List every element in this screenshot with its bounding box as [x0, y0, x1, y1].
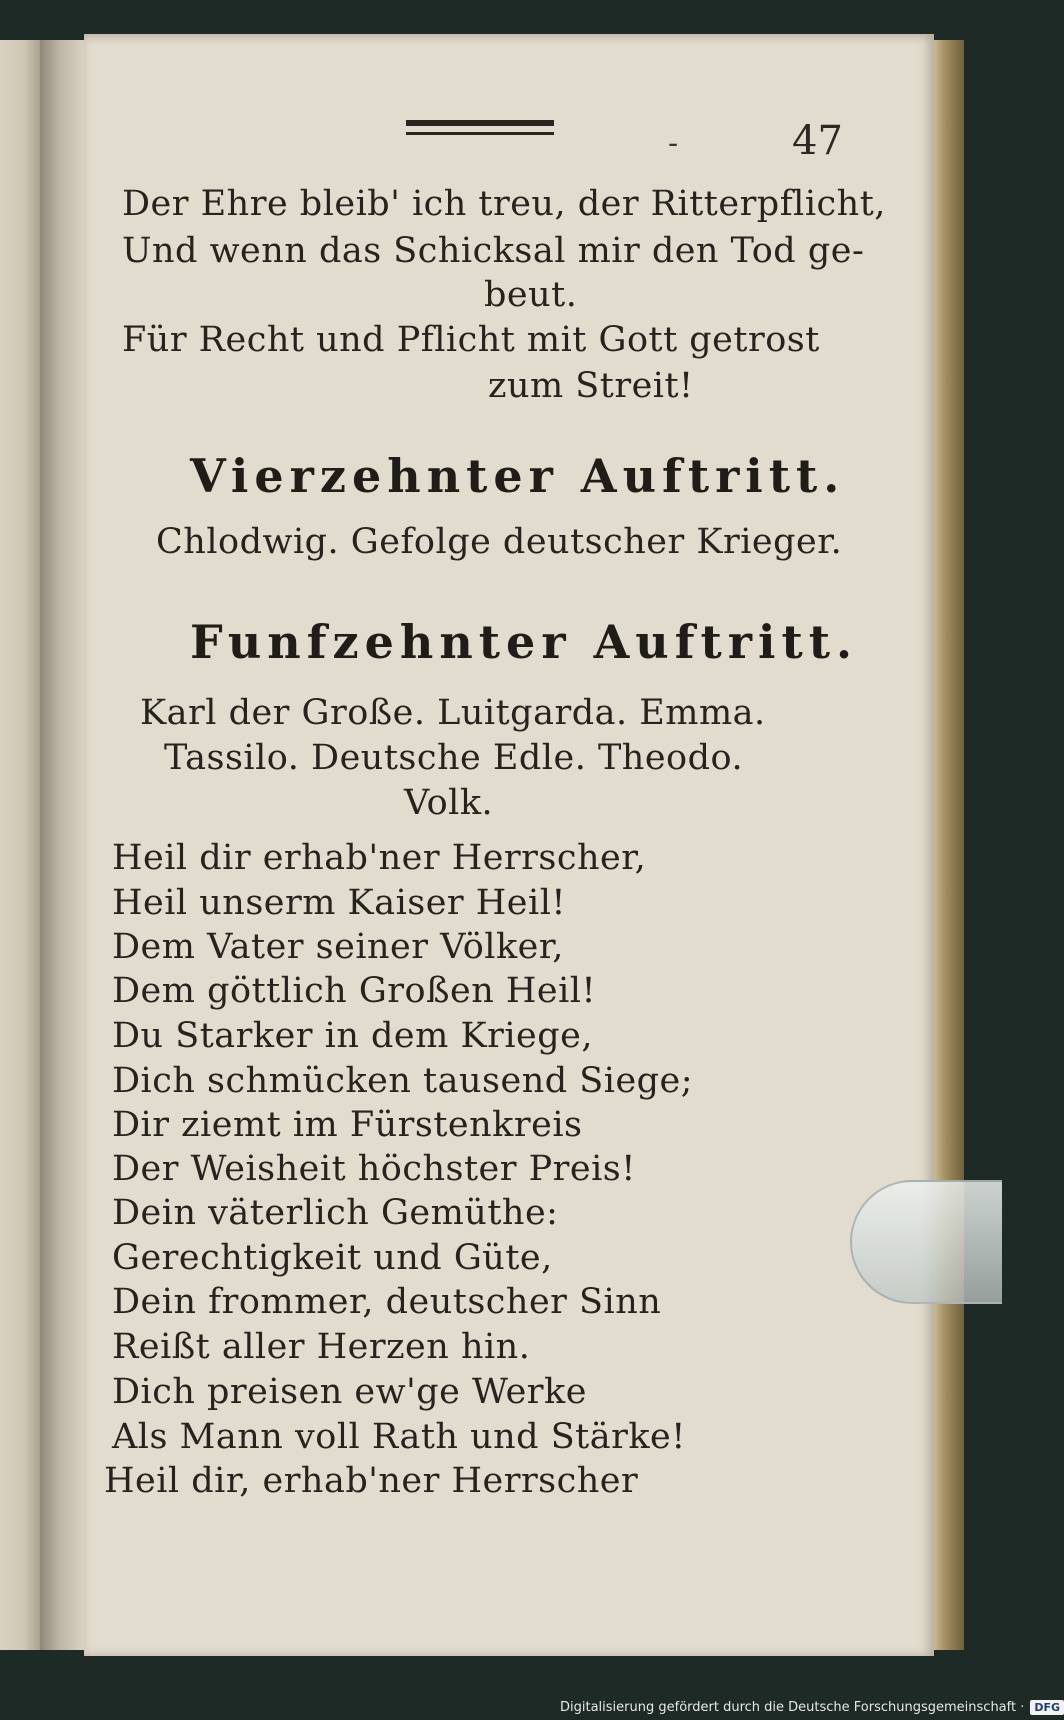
facing-page-edge — [0, 40, 42, 1650]
song-line: Heil dir erhab'ner Herrscher, — [112, 838, 647, 878]
song-line: Gerechtigkeit und Güte, — [112, 1238, 553, 1278]
song-line: Als Mann voll Rath und Stärke! — [112, 1417, 686, 1457]
scene-heading-14: Vierzehnter Auftritt. — [190, 449, 846, 503]
song-line: Der Weisheit höchster Preis! — [112, 1149, 636, 1189]
scene-cast-14: Chlodwig. Gefolge deutscher Krieger. — [156, 522, 843, 562]
footer-text: Digitalisierung gefördert durch die Deutsche Forschungsgemeinschaft · — [560, 1699, 1025, 1715]
scene-cast-15: Tassilo. Deutsche Edle. Theodo. — [164, 738, 744, 778]
verse-line: beut. — [484, 275, 578, 315]
song-line: Heil dir, erhab'ner Herrscher — [104, 1461, 639, 1501]
song-line: Reißt aller Herzen hin. — [112, 1327, 531, 1367]
verse-line: zum Streit! — [488, 366, 694, 406]
verse-line: Der Ehre bleib' ich treu, der Ritterpflicht, — [122, 184, 886, 224]
book-gutter — [40, 40, 84, 1650]
song-line: Dein väterlich Gemüthe: — [112, 1193, 559, 1233]
song-line: Heil unserm Kaiser Heil! — [112, 883, 566, 923]
page-edges — [934, 40, 964, 1650]
song-line: Dich schmücken tausend Siege; — [112, 1061, 694, 1101]
scene-cast-15: Volk. — [404, 783, 494, 823]
ornamental-rule-thin — [406, 132, 554, 135]
song-line: Du Starker in dem Kriege, — [112, 1016, 593, 1056]
song-line: Dem Vater seiner Völker, — [112, 927, 564, 967]
song-line: Dich preisen ew'ge Werke — [112, 1372, 587, 1412]
song-line: Dem göttlich Großen Heil! — [112, 971, 597, 1011]
song-line: Dein frommer, deutscher Sinn — [112, 1282, 662, 1322]
verse-line: Und wenn das Schicksal mir den Tod ge- — [122, 231, 865, 271]
scene-heading-15: Funfzehnter Auftritt. — [190, 615, 858, 669]
dfg-logo: DFG — [1030, 1700, 1064, 1715]
ornamental-rule — [406, 120, 554, 126]
song-line: Dir ziemt im Fürstenkreis — [112, 1105, 583, 1145]
scene-cast-15: Karl der Große. Luitgarda. Emma. — [140, 693, 766, 733]
page-number: 47 — [792, 118, 843, 164]
header-dash: - — [668, 126, 679, 161]
plastic-page-clip — [850, 1180, 1002, 1304]
funding-footer — [560, 1696, 1064, 1718]
verse-line: Für Recht und Pflicht mit Gott getrost — [122, 320, 820, 360]
